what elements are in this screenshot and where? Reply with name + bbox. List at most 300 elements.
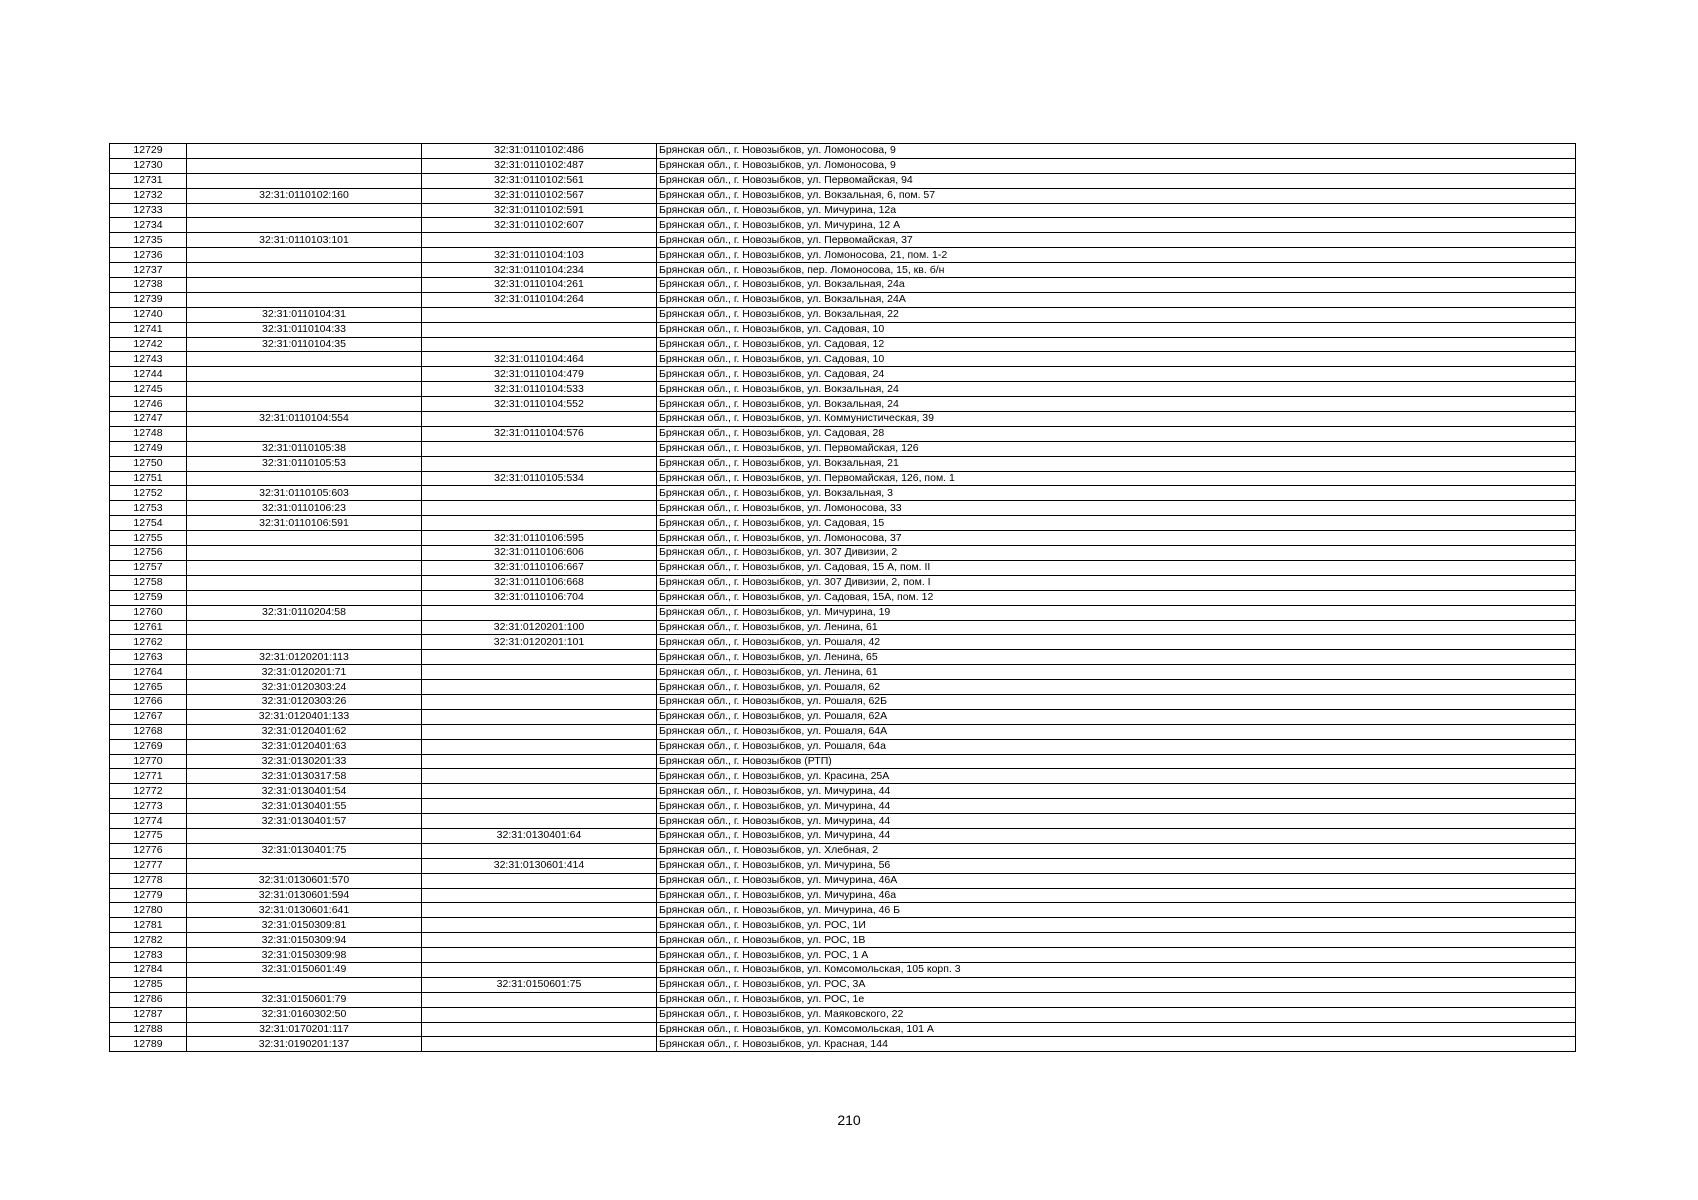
land-cadastral-number-cell: 32:31:0110104:33	[187, 322, 422, 337]
land-cadastral-number-cell	[187, 367, 422, 382]
table-row	[110, 992, 1576, 1007]
address-cell: Брянская обл., г. Новозыбков, ул. Мичурина, 19	[657, 605, 1576, 620]
table-row	[110, 397, 1576, 412]
row-number-cell: 12755	[110, 531, 187, 546]
land-cadastral-number-cell: 32:31:0150309:81	[187, 918, 422, 933]
table-row	[110, 784, 1576, 799]
address-cell: Брянская обл., г. Новозыбков, ул. Ломоносова, 33	[657, 501, 1576, 516]
building-cadastral-number-cell	[422, 307, 657, 322]
land-cadastral-number-cell	[187, 158, 422, 173]
building-cadastral-number-cell	[422, 754, 657, 769]
land-cadastral-number-cell: 32:31:0110104:554	[187, 412, 422, 427]
land-cadastral-number-cell: 32:31:0120303:24	[187, 680, 422, 695]
land-cadastral-number-cell: 32:31:0160302:50	[187, 1007, 422, 1022]
table-row	[110, 709, 1576, 724]
address-cell: Брянская обл., г. Новозыбков, ул. Вокзальная, 24А	[657, 292, 1576, 307]
building-cadastral-number-cell: 32:31:0110106:595	[422, 531, 657, 546]
land-cadastral-number-cell: 32:31:0130401:55	[187, 799, 422, 814]
table-row	[110, 903, 1576, 918]
building-cadastral-number-cell: 32:31:0120201:101	[422, 635, 657, 650]
row-number-cell: 12789	[110, 1037, 187, 1052]
address-cell: Брянская обл., г. Новозыбков, ул. Садовая, 10	[657, 322, 1576, 337]
table-row	[110, 263, 1576, 278]
table-row	[110, 560, 1576, 575]
table-row	[110, 278, 1576, 293]
row-number-cell: 12735	[110, 233, 187, 248]
address-cell: Брянская обл., г. Новозыбков, ул. Мичурина, 46 Б	[657, 903, 1576, 918]
land-cadastral-number-cell: 32:31:0130201:33	[187, 754, 422, 769]
row-number-cell: 12734	[110, 218, 187, 233]
row-number-cell: 12750	[110, 456, 187, 471]
table-row	[110, 441, 1576, 456]
row-number-cell: 12744	[110, 367, 187, 382]
land-cadastral-number-cell: 32:31:0170201:117	[187, 1022, 422, 1037]
building-cadastral-number-cell	[422, 724, 657, 739]
table-row	[110, 203, 1576, 218]
land-cadastral-number-cell: 32:31:0110105:38	[187, 441, 422, 456]
table-row	[110, 620, 1576, 635]
building-cadastral-number-cell: 32:31:0130401:64	[422, 828, 657, 843]
address-cell: Брянская обл., г. Новозыбков, ул. Мичурина, 44	[657, 828, 1576, 843]
address-cell: Брянская обл., г. Новозыбков, ул. Садовая, 15	[657, 516, 1576, 531]
building-cadastral-number-cell: 32:31:0110105:534	[422, 471, 657, 486]
table-row	[110, 650, 1576, 665]
table-row	[110, 933, 1576, 948]
land-cadastral-number-cell	[187, 203, 422, 218]
row-number-cell: 12777	[110, 858, 187, 873]
table-row	[110, 635, 1576, 650]
building-cadastral-number-cell: 32:31:0120201:100	[422, 620, 657, 635]
row-number-cell: 12778	[110, 873, 187, 888]
address-cell: Брянская обл., г. Новозыбков (РТП)	[657, 754, 1576, 769]
land-cadastral-number-cell: 32:31:0110106:23	[187, 501, 422, 516]
row-number-cell: 12749	[110, 441, 187, 456]
building-cadastral-number-cell	[422, 784, 657, 799]
building-cadastral-number-cell: 32:31:0110102:486	[422, 144, 657, 159]
table-row	[110, 948, 1576, 963]
address-cell: Брянская обл., г. Новозыбков, ул. Рошаля, 62А	[657, 709, 1576, 724]
address-cell: Брянская обл., г. Новозыбков, ул. Рошаля, 62Б	[657, 694, 1576, 709]
table-row	[110, 158, 1576, 173]
row-number-cell: 12782	[110, 933, 187, 948]
land-cadastral-number-cell: 32:31:0110204:58	[187, 605, 422, 620]
land-cadastral-number-cell	[187, 173, 422, 188]
row-number-cell: 12736	[110, 248, 187, 263]
address-cell: Брянская обл., г. Новозыбков, ул. Ломоносова, 37	[657, 531, 1576, 546]
row-number-cell: 12771	[110, 769, 187, 784]
row-number-cell: 12732	[110, 188, 187, 203]
building-cadastral-number-cell: 32:31:0110102:591	[422, 203, 657, 218]
building-cadastral-number-cell: 32:31:0110104:234	[422, 263, 657, 278]
row-number-cell: 12763	[110, 650, 187, 665]
address-cell: Брянская обл., г. Новозыбков, ул. Садовая, 24	[657, 367, 1576, 382]
address-cell: Брянская обл., г. Новозыбков, ул. Красина, 25А	[657, 769, 1576, 784]
row-number-cell: 12786	[110, 992, 187, 1007]
table-row	[110, 888, 1576, 903]
row-number-cell: 12759	[110, 590, 187, 605]
land-cadastral-number-cell: 32:31:0120201:113	[187, 650, 422, 665]
building-cadastral-number-cell: 32:31:0110102:487	[422, 158, 657, 173]
building-cadastral-number-cell	[422, 605, 657, 620]
row-number-cell: 12733	[110, 203, 187, 218]
address-cell: Брянская обл., г. Новозыбков, ул. РОС, 3А	[657, 977, 1576, 992]
building-cadastral-number-cell	[422, 709, 657, 724]
address-cell: Брянская обл., г. Новозыбков, ул. Вокзальная, 6, пом. 57	[657, 188, 1576, 203]
table-row	[110, 322, 1576, 337]
building-cadastral-number-cell	[422, 888, 657, 903]
land-cadastral-number-cell: 32:31:0130401:54	[187, 784, 422, 799]
address-cell: Брянская обл., г. Новозыбков, ул. РОС, 1е	[657, 992, 1576, 1007]
land-cadastral-number-cell	[187, 218, 422, 233]
table-row	[110, 605, 1576, 620]
address-cell: Брянская обл., г. Новозыбков, пер. Ломоносова, 15, кв. б/н	[657, 263, 1576, 278]
address-cell: Брянская обл., г. Новозыбков, ул. Садовая, 10	[657, 352, 1576, 367]
building-cadastral-number-cell: 32:31:0110106:667	[422, 560, 657, 575]
land-cadastral-number-cell	[187, 858, 422, 873]
address-cell: Брянская обл., г. Новозыбков, ул. РОС, 1 А	[657, 948, 1576, 963]
table-row	[110, 188, 1576, 203]
address-cell: Брянская обл., г. Новозыбков, ул. Вокзальная, 24	[657, 382, 1576, 397]
address-cell: Брянская обл., г. Новозыбков, ул. Комсомольская, 101 А	[657, 1022, 1576, 1037]
row-number-cell: 12764	[110, 665, 187, 680]
address-cell: Брянская обл., г. Новозыбков, ул. Ломоносова, 9	[657, 158, 1576, 173]
row-number-cell: 12776	[110, 843, 187, 858]
table-row	[110, 307, 1576, 322]
address-cell: Брянская обл., г. Новозыбков, ул. Мичурина, 56	[657, 858, 1576, 873]
row-number-cell: 12740	[110, 307, 187, 322]
building-cadastral-number-cell	[422, 337, 657, 352]
table-row	[110, 412, 1576, 427]
table-row	[110, 546, 1576, 561]
address-cell: Брянская обл., г. Новозыбков, ул. 307 Дивизии, 2, пом. I	[657, 575, 1576, 590]
row-number-cell: 12747	[110, 412, 187, 427]
address-cell: Брянская обл., г. Новозыбков, ул. РОС, 1И	[657, 918, 1576, 933]
address-cell: Брянская обл., г. Новозыбков, ул. Вокзальная, 3	[657, 486, 1576, 501]
land-cadastral-number-cell	[187, 635, 422, 650]
address-cell: Брянская обл., г. Новозыбков, ул. Первомайская, 126, пом. 1	[657, 471, 1576, 486]
building-cadastral-number-cell	[422, 948, 657, 963]
row-number-cell: 12768	[110, 724, 187, 739]
table-row	[110, 918, 1576, 933]
address-cell: Брянская обл., г. Новозыбков, ул. РОС, 1В	[657, 933, 1576, 948]
land-cadastral-number-cell	[187, 278, 422, 293]
land-cadastral-number-cell: 32:31:0120401:63	[187, 739, 422, 754]
land-cadastral-number-cell	[187, 560, 422, 575]
table-row	[110, 665, 1576, 680]
row-number-cell: 12781	[110, 918, 187, 933]
row-number-cell: 12748	[110, 426, 187, 441]
row-number-cell: 12729	[110, 144, 187, 159]
row-number-cell: 12767	[110, 709, 187, 724]
row-number-cell: 12761	[110, 620, 187, 635]
table-row	[110, 799, 1576, 814]
row-number-cell: 12773	[110, 799, 187, 814]
building-cadastral-number-cell: 32:31:0110102:567	[422, 188, 657, 203]
land-cadastral-number-cell: 32:31:0110103:101	[187, 233, 422, 248]
building-cadastral-number-cell	[422, 1007, 657, 1022]
row-number-cell: 12757	[110, 560, 187, 575]
table-row	[110, 769, 1576, 784]
table-row	[110, 486, 1576, 501]
building-cadastral-number-cell	[422, 412, 657, 427]
land-cadastral-number-cell: 32:31:0110105:53	[187, 456, 422, 471]
address-cell: Брянская обл., г. Новозыбков, ул. Вокзальная, 21	[657, 456, 1576, 471]
land-cadastral-number-cell	[187, 546, 422, 561]
table-row	[110, 1037, 1576, 1052]
table-row	[110, 337, 1576, 352]
table-row	[110, 724, 1576, 739]
land-cadastral-number-cell	[187, 471, 422, 486]
page-number: 210	[837, 1112, 861, 1128]
address-cell: Брянская обл., г. Новозыбков, ул. Ленина, 61	[657, 620, 1576, 635]
land-cadastral-number-cell	[187, 426, 422, 441]
land-cadastral-number-cell: 32:31:0130401:75	[187, 843, 422, 858]
address-cell: Брянская обл., г. Новозыбков, ул. Вокзальная, 24а	[657, 278, 1576, 293]
address-cell: Брянская обл., г. Новозыбков, ул. Мичурина, 44	[657, 814, 1576, 829]
building-cadastral-number-cell	[422, 962, 657, 977]
building-cadastral-number-cell	[422, 843, 657, 858]
building-cadastral-number-cell	[422, 694, 657, 709]
table-row	[110, 590, 1576, 605]
row-number-cell: 12770	[110, 754, 187, 769]
row-number-cell: 12754	[110, 516, 187, 531]
building-cadastral-number-cell: 32:31:0110104:264	[422, 292, 657, 307]
row-number-cell: 12760	[110, 605, 187, 620]
address-cell: Брянская обл., г. Новозыбков, ул. Первомайская, 37	[657, 233, 1576, 248]
building-cadastral-number-cell	[422, 933, 657, 948]
land-cadastral-number-cell	[187, 977, 422, 992]
address-cell: Брянская обл., г. Новозыбков, ул. Садовая, 15 А, пом. II	[657, 560, 1576, 575]
address-cell: Брянская обл., г. Новозыбков, ул. 307 Дивизии, 2	[657, 546, 1576, 561]
table-row	[110, 218, 1576, 233]
row-number-cell: 12772	[110, 784, 187, 799]
land-cadastral-number-cell: 32:31:0150601:49	[187, 962, 422, 977]
table-row	[110, 173, 1576, 188]
land-cadastral-number-cell: 32:31:0130601:641	[187, 903, 422, 918]
row-number-cell: 12742	[110, 337, 187, 352]
table-row	[110, 754, 1576, 769]
building-cadastral-number-cell	[422, 650, 657, 665]
table-row	[110, 501, 1576, 516]
building-cadastral-number-cell	[422, 814, 657, 829]
land-cadastral-number-cell: 32:31:0120401:62	[187, 724, 422, 739]
address-cell: Брянская обл., г. Новозыбков, ул. Мичурина, 46а	[657, 888, 1576, 903]
address-cell: Брянская обл., г. Новозыбков, ул. Садовая, 12	[657, 337, 1576, 352]
table-row	[110, 382, 1576, 397]
address-cell: Брянская обл., г. Новозыбков, ул. Красная, 144	[657, 1037, 1576, 1052]
land-cadastral-number-cell	[187, 263, 422, 278]
address-cell: Брянская обл., г. Новозыбков, ул. Вокзальная, 24	[657, 397, 1576, 412]
land-cadastral-number-cell: 32:31:0120201:71	[187, 665, 422, 680]
table-row	[110, 352, 1576, 367]
building-cadastral-number-cell: 32:31:0110104:552	[422, 397, 657, 412]
table-row	[110, 694, 1576, 709]
building-cadastral-number-cell: 32:31:0110102:607	[422, 218, 657, 233]
row-number-cell: 12738	[110, 278, 187, 293]
row-number-cell: 12756	[110, 546, 187, 561]
building-cadastral-number-cell	[422, 486, 657, 501]
address-cell: Брянская обл., г. Новозыбков, ул. Первомайская, 126	[657, 441, 1576, 456]
row-number-cell: 12765	[110, 680, 187, 695]
address-cell: Брянская обл., г. Новозыбков, ул. Коммунистическая, 39	[657, 412, 1576, 427]
building-cadastral-number-cell	[422, 903, 657, 918]
building-cadastral-number-cell	[422, 680, 657, 695]
building-cadastral-number-cell	[422, 799, 657, 814]
row-number-cell: 12780	[110, 903, 187, 918]
row-number-cell: 12762	[110, 635, 187, 650]
land-cadastral-number-cell	[187, 575, 422, 590]
land-cadastral-number-cell: 32:31:0150309:94	[187, 933, 422, 948]
row-number-cell: 12731	[110, 173, 187, 188]
row-number-cell: 12753	[110, 501, 187, 516]
building-cadastral-number-cell	[422, 501, 657, 516]
row-number-cell: 12746	[110, 397, 187, 412]
address-cell: Брянская обл., г. Новозыбков, ул. Рошаля, 64а	[657, 739, 1576, 754]
table-row	[110, 1022, 1576, 1037]
row-number-cell: 12775	[110, 828, 187, 843]
row-number-cell: 12784	[110, 962, 187, 977]
land-cadastral-number-cell	[187, 397, 422, 412]
row-number-cell: 12783	[110, 948, 187, 963]
land-cadastral-number-cell: 32:31:0130401:57	[187, 814, 422, 829]
registry-table	[109, 143, 1576, 1052]
table-row	[110, 814, 1576, 829]
address-cell: Брянская обл., г. Новозыбков, ул. Ломоносова, 21, пом. 1-2	[657, 248, 1576, 263]
address-cell: Брянская обл., г. Новозыбков, ул. Мичурина, 12 А	[657, 218, 1576, 233]
address-cell: Брянская обл., г. Новозыбков, ул. Мичурина, 44	[657, 784, 1576, 799]
building-cadastral-number-cell	[422, 1037, 657, 1052]
building-cadastral-number-cell: 32:31:0150601:75	[422, 977, 657, 992]
table-row	[110, 858, 1576, 873]
building-cadastral-number-cell	[422, 918, 657, 933]
building-cadastral-number-cell: 32:31:0110104:479	[422, 367, 657, 382]
table-row	[110, 248, 1576, 263]
table-row	[110, 1007, 1576, 1022]
row-number-cell: 12745	[110, 382, 187, 397]
building-cadastral-number-cell	[422, 456, 657, 471]
building-cadastral-number-cell	[422, 665, 657, 680]
land-cadastral-number-cell: 32:31:0130601:570	[187, 873, 422, 888]
building-cadastral-number-cell: 32:31:0110104:261	[422, 278, 657, 293]
row-number-cell: 12769	[110, 739, 187, 754]
building-cadastral-number-cell: 32:31:0110102:561	[422, 173, 657, 188]
table-row	[110, 516, 1576, 531]
land-cadastral-number-cell: 32:31:0110105:603	[187, 486, 422, 501]
row-number-cell: 12730	[110, 158, 187, 173]
table-row	[110, 367, 1576, 382]
row-number-cell: 12751	[110, 471, 187, 486]
land-cadastral-number-cell: 32:31:0110106:591	[187, 516, 422, 531]
table-row	[110, 531, 1576, 546]
land-cadastral-number-cell	[187, 292, 422, 307]
building-cadastral-number-cell: 32:31:0110104:576	[422, 426, 657, 441]
address-cell: Брянская обл., г. Новозыбков, ул. Рошаля, 64А	[657, 724, 1576, 739]
building-cadastral-number-cell	[422, 739, 657, 754]
table-row	[110, 680, 1576, 695]
land-cadastral-number-cell: 32:31:0120303:26	[187, 694, 422, 709]
row-number-cell: 12779	[110, 888, 187, 903]
row-number-cell: 12743	[110, 352, 187, 367]
land-cadastral-number-cell: 32:31:0150601:79	[187, 992, 422, 1007]
address-cell: Брянская обл., г. Новозыбков, ул. Ленина, 61	[657, 665, 1576, 680]
land-cadastral-number-cell	[187, 248, 422, 263]
land-cadastral-number-cell	[187, 828, 422, 843]
land-cadastral-number-cell	[187, 144, 422, 159]
row-number-cell: 12737	[110, 263, 187, 278]
table-row	[110, 739, 1576, 754]
building-cadastral-number-cell: 32:31:0110104:533	[422, 382, 657, 397]
address-cell: Брянская обл., г. Новозыбков, ул. Вокзальная, 22	[657, 307, 1576, 322]
table-row	[110, 471, 1576, 486]
table-row	[110, 292, 1576, 307]
row-number-cell: 12741	[110, 322, 187, 337]
table-row	[110, 456, 1576, 471]
building-cadastral-number-cell	[422, 1022, 657, 1037]
table-row	[110, 233, 1576, 248]
row-number-cell: 12766	[110, 694, 187, 709]
row-number-cell: 12787	[110, 1007, 187, 1022]
address-cell: Брянская обл., г. Новозыбков, ул. Мичурина, 44	[657, 799, 1576, 814]
land-cadastral-number-cell: 32:31:0110102:160	[187, 188, 422, 203]
row-number-cell: 12739	[110, 292, 187, 307]
land-cadastral-number-cell	[187, 382, 422, 397]
registry-table-body	[110, 144, 1576, 1052]
address-cell: Брянская обл., г. Новозыбков, ул. Мичурина, 46А	[657, 873, 1576, 888]
table-row	[110, 977, 1576, 992]
land-cadastral-number-cell: 32:31:0110104:31	[187, 307, 422, 322]
address-cell: Брянская обл., г. Новозыбков, ул. Садовая, 28	[657, 426, 1576, 441]
land-cadastral-number-cell: 32:31:0150309:98	[187, 948, 422, 963]
building-cadastral-number-cell	[422, 769, 657, 784]
address-cell: Брянская обл., г. Новозыбков, ул. Рошаля, 42	[657, 635, 1576, 650]
table-row	[110, 962, 1576, 977]
building-cadastral-number-cell: 32:31:0110106:668	[422, 575, 657, 590]
row-number-cell: 12752	[110, 486, 187, 501]
table-row	[110, 575, 1576, 590]
building-cadastral-number-cell	[422, 441, 657, 456]
land-cadastral-number-cell	[187, 531, 422, 546]
address-cell: Брянская обл., г. Новозыбков, ул. Ленина, 65	[657, 650, 1576, 665]
address-cell: Брянская обл., г. Новозыбков, ул. Садовая, 15А, пом. 12	[657, 590, 1576, 605]
land-cadastral-number-cell	[187, 352, 422, 367]
row-number-cell: 12774	[110, 814, 187, 829]
building-cadastral-number-cell: 32:31:0130601:414	[422, 858, 657, 873]
building-cadastral-number-cell	[422, 516, 657, 531]
land-cadastral-number-cell: 32:31:0130601:594	[187, 888, 422, 903]
row-number-cell: 12758	[110, 575, 187, 590]
building-cadastral-number-cell	[422, 873, 657, 888]
land-cadastral-number-cell: 32:31:0130317:58	[187, 769, 422, 784]
address-cell: Брянская обл., г. Новозыбков, ул. Маяковского, 22	[657, 1007, 1576, 1022]
building-cadastral-number-cell: 32:31:0110104:103	[422, 248, 657, 263]
table-row	[110, 828, 1576, 843]
land-cadastral-number-cell	[187, 590, 422, 605]
building-cadastral-number-cell: 32:31:0110106:606	[422, 546, 657, 561]
table-row	[110, 426, 1576, 441]
building-cadastral-number-cell	[422, 992, 657, 1007]
land-cadastral-number-cell	[187, 620, 422, 635]
table-row	[110, 873, 1576, 888]
land-cadastral-number-cell: 32:31:0120401:133	[187, 709, 422, 724]
address-cell: Брянская обл., г. Новозыбков, ул. Первомайская, 94	[657, 173, 1576, 188]
building-cadastral-number-cell	[422, 322, 657, 337]
row-number-cell: 12785	[110, 977, 187, 992]
table-row	[110, 843, 1576, 858]
table-row	[110, 144, 1576, 159]
row-number-cell: 12788	[110, 1022, 187, 1037]
land-cadastral-number-cell: 32:31:0190201:137	[187, 1037, 422, 1052]
address-cell: Брянская обл., г. Новозыбков, ул. Рошаля, 62	[657, 680, 1576, 695]
